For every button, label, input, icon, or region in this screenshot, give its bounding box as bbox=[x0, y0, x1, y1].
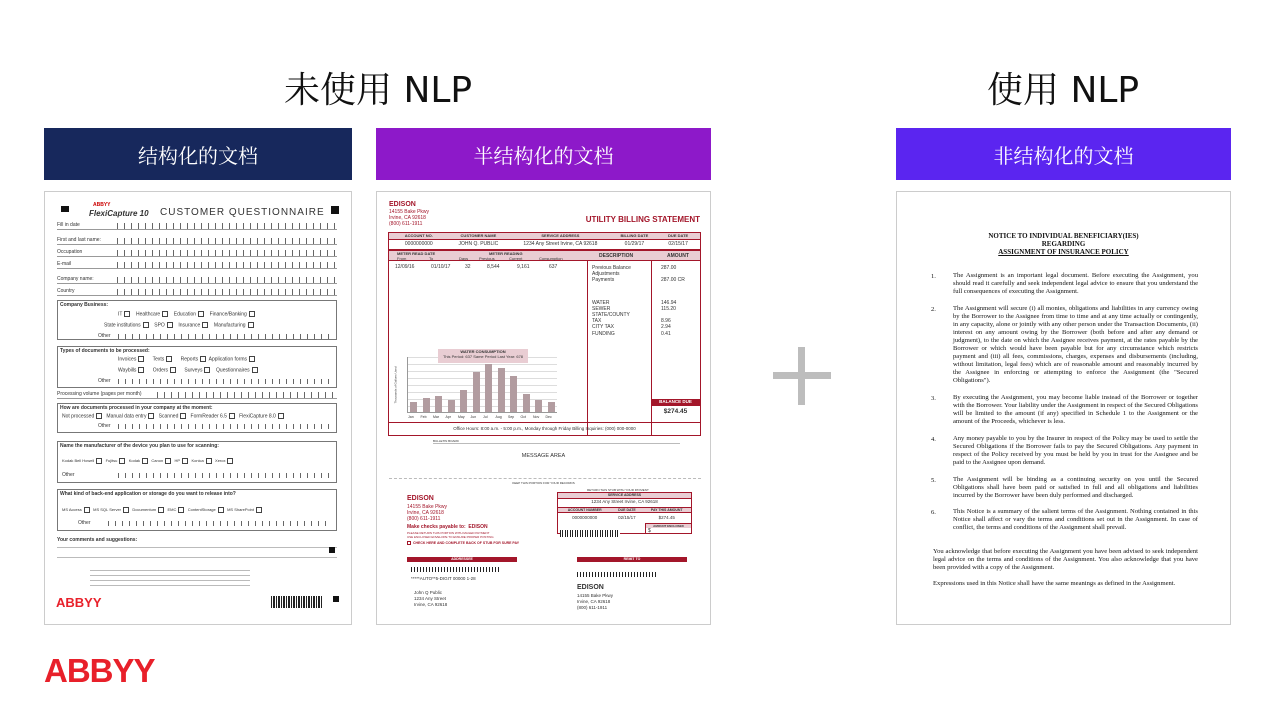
line-amount: 8.96 bbox=[661, 318, 671, 325]
field-label: Processing volume (pages per month) bbox=[57, 391, 142, 397]
checkbox[interactable] bbox=[96, 458, 102, 464]
consumption-bar bbox=[448, 400, 455, 412]
notice-title: NOTICE TO INDIVIDUAL BENEFICIARY(IES) bbox=[988, 232, 1139, 240]
column-header: METER READ DATE bbox=[397, 251, 436, 256]
utility-title: UTILITY BILLING STATEMENT bbox=[585, 215, 700, 224]
banner-unstructured: 非结构化的文档 bbox=[896, 128, 1231, 180]
option-label: Manual data entry bbox=[106, 413, 147, 420]
remit-to-label: REMIT TO bbox=[623, 557, 641, 561]
option-label: HP bbox=[174, 458, 181, 464]
option-label: Finance/Banking bbox=[209, 311, 247, 318]
table-cell: 0000000000 bbox=[404, 241, 433, 247]
clause-number: 1. bbox=[931, 273, 936, 280]
heading-with-nlp: 使用 NLP bbox=[987, 70, 1140, 111]
field-label: Company name: bbox=[57, 276, 94, 282]
option-label: Other bbox=[98, 378, 111, 384]
option-label: Orders bbox=[152, 367, 169, 374]
postal-code-line: *****AUTO**5-DIGIT 00000 1-28 bbox=[411, 576, 476, 581]
column-subheader: To bbox=[429, 256, 434, 261]
utility-address: 14155 Bake Pkwy bbox=[389, 209, 430, 215]
questionnaire-brand: ABBYY bbox=[93, 202, 111, 208]
acknowledgement-text: You acknowledge that before executing the Assignment you have been advised to seek independent legal advice on the terms and conditions of the Assignment. You also acknowledge that you have been provided with a copy of the Assignment. bbox=[933, 548, 1198, 571]
column-subheader: Days bbox=[459, 256, 469, 261]
consumption-bar bbox=[410, 402, 417, 412]
field-label: Country bbox=[57, 288, 75, 294]
checkbox[interactable] bbox=[96, 413, 102, 419]
line-amount: 0.41 bbox=[661, 330, 671, 337]
stub-note: PLEASE RETURN THIS PORTION WITH MAILED PAYMENT bbox=[407, 531, 490, 535]
payee: EDISON bbox=[468, 524, 488, 530]
line-item: STATE/COUNTY bbox=[592, 312, 630, 319]
checkbox[interactable] bbox=[206, 458, 212, 464]
checkbox[interactable] bbox=[200, 356, 206, 362]
line-item: Previous Balance bbox=[592, 265, 631, 271]
checkbox[interactable] bbox=[252, 367, 258, 373]
checkbox[interactable] bbox=[142, 458, 148, 464]
option-label: Documentum bbox=[132, 507, 157, 513]
addressee-city: Irvine, CA 92618 bbox=[414, 602, 448, 607]
addressee-street: 1234 Any Street bbox=[414, 596, 447, 601]
option-label: MS SharePoint bbox=[227, 507, 254, 513]
line-item: WATER bbox=[592, 299, 610, 306]
document-types-box bbox=[57, 346, 337, 388]
questionnaire-product: FlexiCapture 10 bbox=[89, 209, 149, 218]
table-cell: 9,161 bbox=[517, 264, 530, 270]
option-label: State institutions bbox=[104, 322, 141, 329]
option-label: MS Access bbox=[62, 507, 82, 513]
field-label: Occupation bbox=[57, 249, 83, 255]
month-tick-label: Jul bbox=[483, 415, 488, 419]
barcode bbox=[271, 596, 323, 608]
table-cell: 0000000000 bbox=[572, 515, 598, 520]
chart-subtitle: This Period: 637 Same Period Last Year: 678 bbox=[442, 354, 524, 359]
option-label: Insurance bbox=[178, 322, 201, 329]
line-amount: 115.20 bbox=[661, 305, 676, 312]
column-header: AMOUNT bbox=[667, 253, 689, 259]
amount-enclosed-label: AMOUNT ENCLOSED bbox=[653, 524, 684, 528]
table-cell: 12/09/16 bbox=[395, 264, 415, 270]
utility-address: Irvine, CA 92618 bbox=[389, 215, 426, 221]
checkbox[interactable] bbox=[248, 322, 254, 328]
clause-text: The Assignment will secure (i) all monies, obligations and liabilities in any currency owing by the Borrower to the Assignee from time to time and at any time actually or contingently, in any capacity, alone or jointly with any other person under the Transaction Documents, (ii) interest on any amount owing by the Borrower (both before and after any demand or judgment), to the date on which the Assignee receives payment, at the rates payable by the Borrower or which would have been payable but for any circumstance which restricts payment and (iii) all fees, commissions, charges, expenses and disbursements (including, without limitation, legal fees) which are of reasonable amount and reasonably incurred by the Assignee in enforcing or attempting to enforce the Assignment (the "Secured Obligations"). bbox=[953, 305, 1198, 384]
backend-box bbox=[57, 489, 337, 531]
line-item: FUNDING bbox=[592, 330, 615, 337]
option-label: FormReader 6.5 bbox=[190, 413, 227, 420]
line-amount: 146.94 bbox=[661, 299, 677, 306]
checkbox[interactable] bbox=[162, 311, 168, 317]
option-label: Xerox bbox=[215, 458, 226, 464]
option-label: Canon bbox=[151, 458, 164, 464]
column-header: PAY THIS AMOUNT bbox=[650, 508, 683, 512]
option-label: Kodak bbox=[128, 458, 141, 464]
device-box bbox=[57, 441, 337, 483]
table-cell: 02/15/17 bbox=[668, 241, 688, 247]
option-label: Konica bbox=[191, 458, 204, 464]
consumption-bar bbox=[548, 402, 555, 412]
checkbox[interactable] bbox=[124, 311, 130, 317]
month-tick-label: Dec bbox=[545, 415, 552, 419]
column-subheader: Current bbox=[509, 256, 523, 261]
option-label: Surveys bbox=[184, 367, 203, 374]
option-label: Manufacturing bbox=[213, 322, 246, 329]
service-address-value: 1234 Any Street Irvine, CA 92618 bbox=[591, 499, 658, 504]
return-stub-label: RETURN THIS STUB WITH YOUR PAYMENT bbox=[587, 488, 649, 492]
consumption-bar bbox=[473, 372, 480, 412]
consumption-bar bbox=[498, 368, 505, 412]
month-tick-label: May bbox=[458, 415, 465, 419]
checkbox[interactable] bbox=[123, 507, 129, 513]
column-header: DUE DATE bbox=[618, 508, 636, 512]
consumption-bar bbox=[523, 394, 530, 412]
line-amount: 287.00 bbox=[661, 265, 677, 271]
keep-portion-label: KEEP THIS PORTION FOR YOUR RECORDS bbox=[512, 481, 575, 485]
stub-phone: (800) 611-1911 bbox=[407, 516, 441, 522]
semi-structured-document bbox=[376, 191, 711, 625]
column-header: DESCRIPTION bbox=[599, 253, 634, 259]
clause-number: 5. bbox=[931, 477, 936, 484]
table-cell: 01/29/17 bbox=[624, 241, 645, 247]
column-header: ACCOUNT NUMBER bbox=[567, 508, 602, 512]
remit-barcode bbox=[577, 572, 657, 577]
checkbox[interactable] bbox=[204, 367, 210, 373]
column-header: ACCOUNT NO. bbox=[404, 233, 433, 238]
amount-enclosed-input[interactable]: $ bbox=[648, 528, 651, 534]
addressee-label: ADDRESSEE bbox=[451, 557, 473, 561]
checkbox[interactable] bbox=[119, 458, 125, 464]
notice-title: REGARDING bbox=[1041, 240, 1086, 248]
field-label: Name the manufacturer of the device you plan to use for scanning: bbox=[60, 443, 219, 449]
unstructured-document bbox=[896, 191, 1231, 625]
table-cell: 02/15/17 bbox=[618, 515, 636, 520]
consumption-bar bbox=[435, 396, 442, 412]
field-label: Company Business: bbox=[60, 302, 109, 308]
remit-address: Irvine, CA 92618 bbox=[577, 599, 611, 604]
line-item: CITY TAX bbox=[592, 324, 614, 331]
option-label: Application forms bbox=[208, 356, 247, 363]
checkbox[interactable] bbox=[227, 458, 233, 464]
option-label: Scanned bbox=[158, 413, 179, 420]
checkbox[interactable] bbox=[158, 507, 164, 513]
heading-without-nlp: 未使用 NLP bbox=[284, 70, 473, 111]
option-label: Other bbox=[98, 333, 111, 339]
month-tick-label: Jun bbox=[470, 415, 477, 419]
remit-phone: (800) 611-1911 bbox=[577, 605, 608, 610]
stub-address: 14155 Bake Pkwy bbox=[407, 504, 448, 510]
remit-company: EDISON bbox=[577, 584, 604, 591]
checkbox[interactable] bbox=[138, 356, 144, 362]
option-label: Texts bbox=[152, 356, 165, 363]
field-label: Types of documents to be processed: bbox=[60, 348, 150, 354]
checkbox[interactable] bbox=[166, 356, 172, 362]
consumption-chart bbox=[407, 349, 557, 413]
line-item: Adjustments bbox=[592, 271, 620, 278]
field-label: Fill in date bbox=[57, 222, 80, 228]
column-header: SERVICE ADDRESS bbox=[541, 233, 580, 238]
column-header: DUE DATE bbox=[668, 233, 689, 238]
option-label: Not processed bbox=[62, 413, 95, 420]
checkbox[interactable] bbox=[178, 507, 184, 513]
clause-text: Any money payable to you by the Insurer in respect of the Policy may be used to settle the Secured Obligations if the Borrower fails to pay the Secured Obligations. Any payment in respect of the Policy received by you must be held by you in trust for the Assignee and be paid to the Assignee upon demand. bbox=[953, 435, 1198, 466]
stub-barcode bbox=[560, 530, 620, 537]
option-label: Waybills bbox=[118, 367, 137, 374]
checkbox[interactable] bbox=[170, 367, 176, 373]
option-label: Kodak Bell Howell bbox=[62, 458, 95, 464]
checkbox[interactable] bbox=[278, 413, 284, 419]
option-label: Healthcare bbox=[136, 311, 161, 318]
option-label: ContentStorage bbox=[187, 507, 216, 513]
option-label: Other bbox=[62, 472, 75, 478]
structured-document bbox=[44, 191, 352, 625]
month-tick-label: Feb bbox=[420, 415, 427, 419]
field-label: How are documents processed in your company at the moment: bbox=[60, 405, 213, 411]
month-tick-label: Mar bbox=[433, 415, 440, 419]
table-cell: 637 bbox=[549, 264, 558, 270]
remit-address: 14155 Bake Pkwy bbox=[577, 593, 614, 598]
line-item: SEWER bbox=[592, 305, 611, 312]
company-business-box bbox=[57, 300, 337, 340]
option-label: Questionnaires bbox=[216, 367, 250, 374]
checkbox[interactable] bbox=[165, 458, 171, 464]
option-label: Other bbox=[98, 423, 111, 429]
field-label: First and last name: bbox=[57, 237, 101, 243]
month-tick-label: Sep bbox=[508, 415, 515, 419]
option-label: SPO bbox=[154, 322, 165, 329]
option-label: FlexiCapture 8.0 bbox=[239, 413, 276, 420]
checkbox[interactable] bbox=[167, 322, 173, 328]
checkbox[interactable] bbox=[249, 356, 255, 362]
abbyy-footer-logo: ABBYY bbox=[56, 595, 102, 610]
clause-number: 2. bbox=[931, 306, 936, 313]
bill-main-box bbox=[388, 250, 701, 436]
clause-number: 4. bbox=[931, 436, 936, 443]
option-label: Reports bbox=[180, 356, 199, 363]
stub-note: USE ENCLOSED ENVELOPE TO ENSURE PROPER POSTING bbox=[407, 535, 494, 539]
office-hours: Office Hours: 8:00 a.m. - 5:00 p.m., Monday through Friday Billing Inquiries: (000) 000-0000 bbox=[453, 426, 636, 431]
month-tick-label: Oct bbox=[520, 415, 526, 419]
make-checks-label: Make checks payable to: bbox=[407, 524, 466, 530]
questionnaire-title: CUSTOMER QUESTIONNAIRE bbox=[160, 207, 325, 218]
consumption-bar bbox=[423, 398, 430, 412]
consumption-bar bbox=[535, 400, 542, 412]
utility-phone: (800) 611-1911 bbox=[389, 221, 423, 227]
checkbox[interactable] bbox=[229, 413, 235, 419]
notice-title: ASSIGNMENT OF INSURANCE POLICY bbox=[998, 248, 1129, 256]
processing-box bbox=[57, 403, 337, 433]
table-cell: 32 bbox=[465, 264, 471, 270]
plus-icon bbox=[773, 347, 831, 405]
option-label: EMC bbox=[167, 507, 177, 513]
clause-text: The Assignment will be binding as a continuing security on you until the Secured Obligations shall have been paid or satisfied in full and all obligations and liabilities incurred by the Borrower have been duly performed and discharged. bbox=[953, 476, 1198, 499]
checkbox[interactable] bbox=[148, 413, 154, 419]
table-cell: $274.45 bbox=[658, 515, 675, 520]
checkbox[interactable] bbox=[198, 311, 204, 317]
option-label: MS SQL Server bbox=[93, 507, 121, 513]
stub-company: EDISON bbox=[407, 495, 434, 502]
clause-number: 3. bbox=[931, 395, 936, 402]
option-label: Invoices bbox=[118, 356, 137, 363]
option-label: Other bbox=[78, 520, 91, 526]
field-label: E-mail bbox=[57, 261, 72, 267]
checkbox[interactable] bbox=[180, 413, 186, 419]
sure-pay-checkbox[interactable] bbox=[407, 541, 411, 545]
utility-company: EDISON bbox=[389, 201, 416, 208]
checkbox[interactable] bbox=[182, 458, 188, 464]
abbyy-logo: ABBYY bbox=[44, 652, 155, 689]
column-subheader: Consumption bbox=[539, 256, 563, 261]
column-header: BILLING DATE bbox=[620, 233, 649, 238]
checkbox[interactable] bbox=[138, 367, 144, 373]
table-cell: 1234 Any Street Irvine, CA 92618 bbox=[523, 241, 598, 247]
service-address-label: SERVICE ADDRESS bbox=[607, 493, 642, 497]
addressee-name: John Q Public bbox=[414, 590, 443, 595]
balance-label: BALANCE DUE bbox=[659, 399, 692, 404]
sure-pay-label: CHECK HERE AND COMPLETE BACK OF STUB FOR SURE PAY bbox=[413, 541, 520, 545]
line-amount: 2.94 bbox=[661, 324, 671, 331]
checkbox[interactable] bbox=[202, 322, 208, 328]
checkbox[interactable] bbox=[256, 507, 262, 513]
stub-address: Irvine, CA 92618 bbox=[407, 510, 444, 516]
field-label: What kind of back-end application or storage do you want to release into? bbox=[60, 491, 236, 497]
line-item: Payments bbox=[592, 277, 615, 284]
banner-structured: 结构化的文档 bbox=[44, 128, 352, 180]
clause-text: The Assignment is an important legal document. Before executing the Assignment, you should read it carefully and seek independent legal advice to ensure that you understand the full consequences of executing the Assignment. bbox=[953, 272, 1198, 295]
month-tick-label: Apr bbox=[445, 415, 451, 419]
option-label: IT bbox=[118, 311, 123, 318]
clause-text: By executing the Assignment, you may become liable instead of the Borrower or together with the Borrower. Your liability under the Assignment in respect of the Secured Obligations will be limited to the amount (if any) specified in Schedule 1 to the Assignment or the amount of the Proceeds, whichever is less. bbox=[953, 394, 1198, 425]
option-label: Education bbox=[173, 311, 197, 318]
column-header: METER READING bbox=[489, 251, 523, 256]
expressions-text: Expressions used in this Notice shall have the same meanings as defined in the Assignment. bbox=[933, 580, 1176, 587]
column-subheader: From bbox=[397, 256, 407, 261]
line-amount: 287.00 CR bbox=[661, 277, 685, 284]
addressee-barcode bbox=[411, 567, 501, 572]
column-header: CUSTOMER NAME bbox=[460, 233, 497, 238]
checkbox[interactable] bbox=[249, 311, 255, 317]
line-item: TAX bbox=[592, 318, 602, 325]
checkbox[interactable] bbox=[143, 322, 149, 328]
chart-title: WATER CONSUMPTION bbox=[460, 349, 506, 354]
checkbox[interactable] bbox=[218, 507, 224, 513]
message-area: MESSAGE AREA bbox=[521, 453, 566, 459]
month-tick-label: Aug bbox=[495, 415, 502, 419]
table-cell: JOHN Q. PUBLIC bbox=[458, 241, 499, 247]
table-cell: 8,544 bbox=[487, 264, 500, 270]
month-tick-label: Nov bbox=[533, 415, 540, 419]
consumption-bar bbox=[460, 390, 467, 412]
chart-ylabel: Thousands of Gallons Used bbox=[393, 366, 398, 404]
consumption-bar bbox=[510, 376, 517, 412]
balance-amount: $274.45 bbox=[663, 408, 688, 415]
table-cell: 01/10/17 bbox=[431, 264, 451, 270]
comments-label: Your comments and suggestions: bbox=[57, 537, 138, 543]
checkbox[interactable] bbox=[84, 507, 90, 513]
month-tick-label: Jan bbox=[408, 415, 414, 419]
clause-text: This Notice is a summary of the salient terms of the Assignment. Nothing contained in this Notice shall affect or vary the terms and conditions set out in the Assignment. In case of conflict, the terms and conditions of the Assignment shall prevail. bbox=[953, 508, 1198, 531]
clause-number: 6. bbox=[931, 509, 936, 516]
column-subheader: Previous bbox=[479, 256, 495, 261]
consumption-bar bbox=[485, 364, 492, 412]
banner-semi-structured: 半结构化的文档 bbox=[376, 128, 711, 180]
option-label: Fujitsu bbox=[105, 458, 118, 464]
bulletin-board-label: BULLETIN BOARD bbox=[433, 439, 459, 443]
